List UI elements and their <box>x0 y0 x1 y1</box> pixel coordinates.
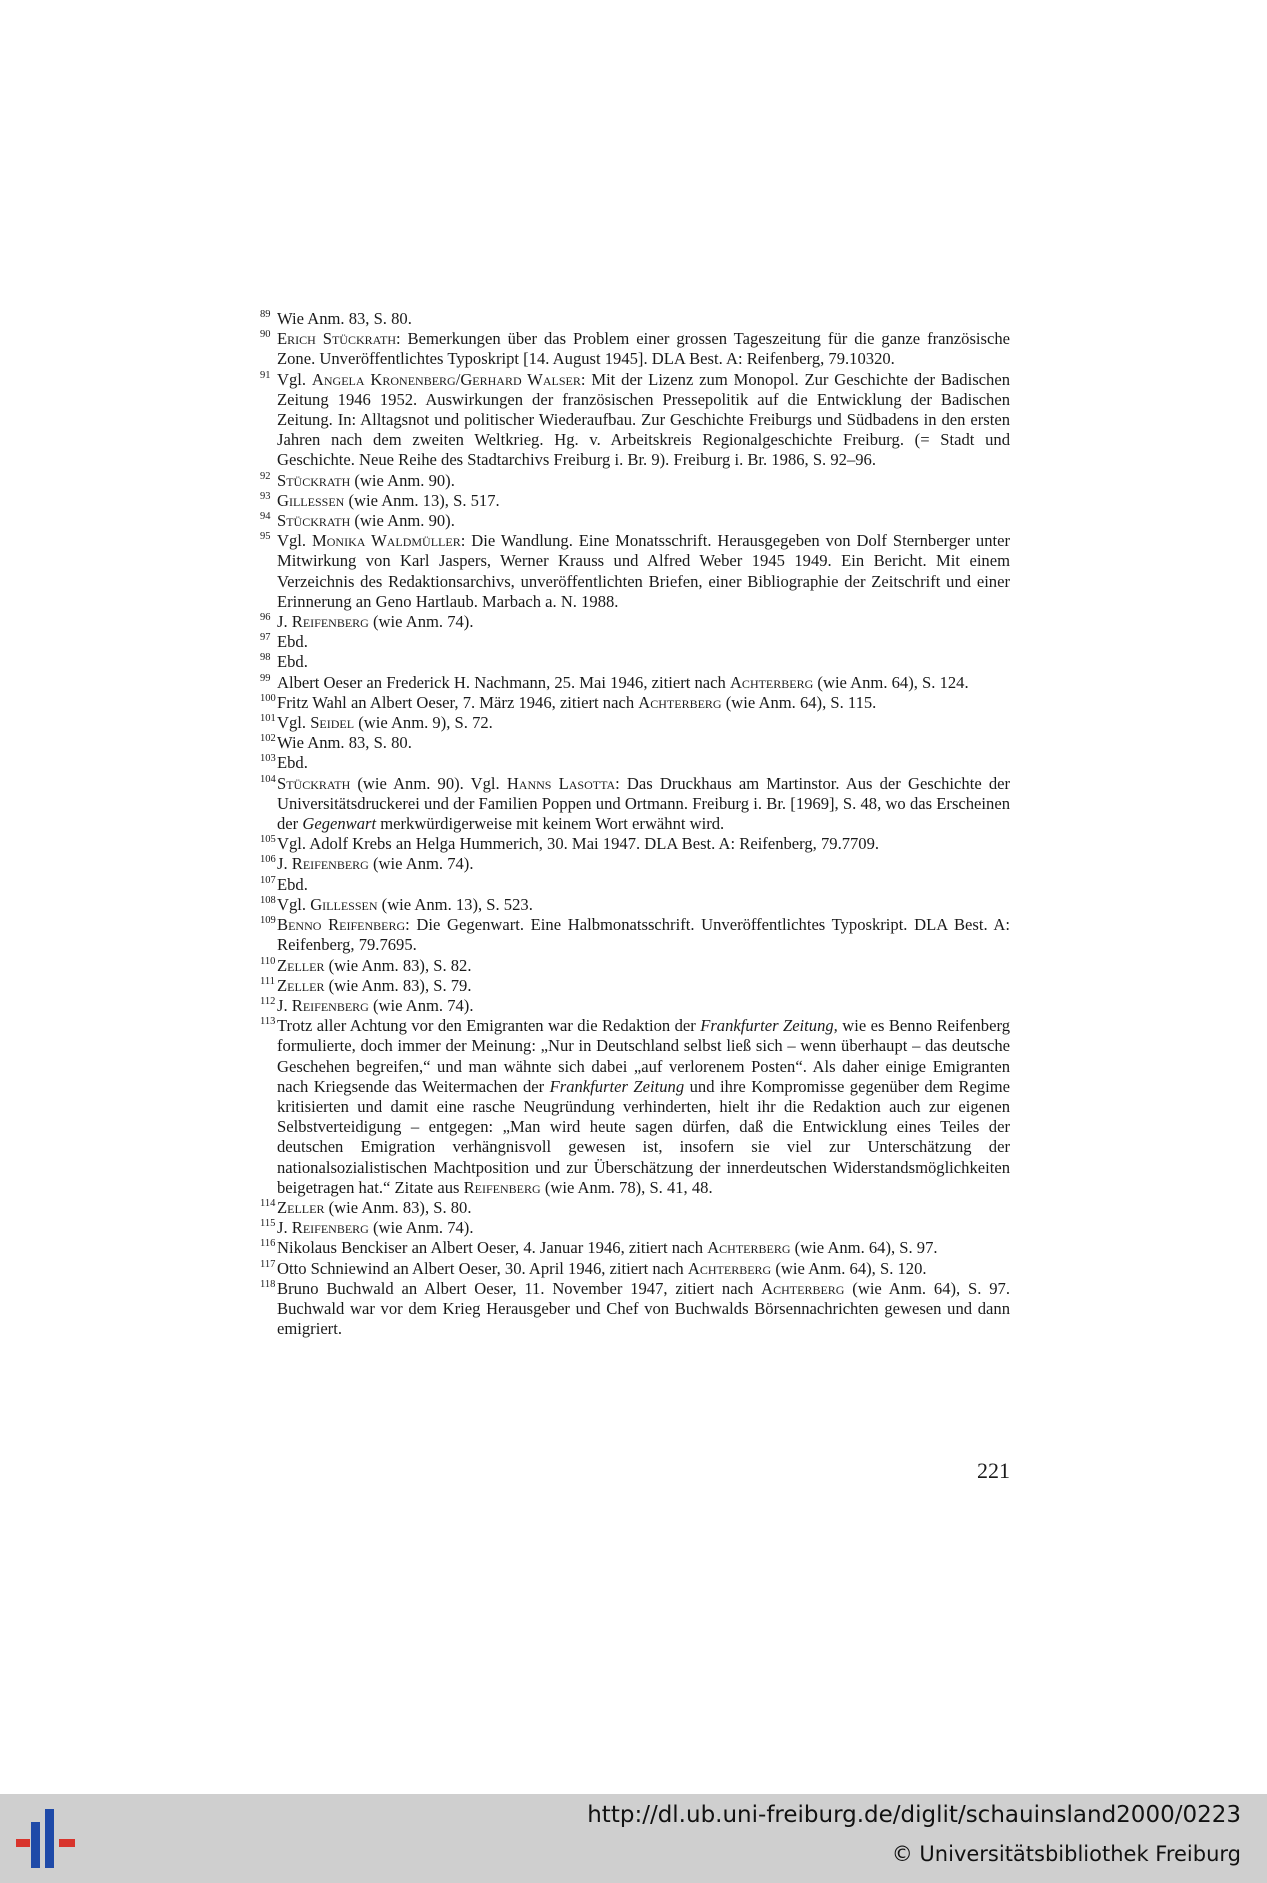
footnote-number: 106 <box>260 854 276 866</box>
footnote-text: Stückrath <box>277 470 351 490</box>
footnote-text: Albert Oeser an Frederick H. Nachmann, 25. Mai 1946, zitiert nach <box>277 672 730 692</box>
footnote-item <box>260 511 1010 531</box>
footnote-text: Bruno Buchwald an Albert Oeser, 11. November 1947, zitiert nach <box>277 1278 762 1298</box>
footnote-text: (wie Anm. 9), S. 72. <box>354 713 493 733</box>
footnote-text: J. <box>277 854 292 874</box>
footnote-item <box>260 531 1010 612</box>
footnote-text: Achterberg <box>707 1238 791 1258</box>
footnote-text: Fritz Wahl an Albert Oeser, 7. März 1946, zitiert nach <box>277 692 639 712</box>
footnote-text: (wie Anm. 64), S. 120. <box>771 1258 927 1278</box>
footnote-text: Vgl. Adolf Krebs an Helga Hummerich, 30. Mai 1947. DLA Best. A: Reifenberg, 79.7709. <box>277 834 880 854</box>
footnote-number: 114 <box>260 1197 276 1209</box>
footnote-item <box>260 1279 1010 1340</box>
footnote-text: Frankfurter Zeitung, <box>700 1016 838 1036</box>
footnote-text: Monika Waldmüller <box>312 531 461 551</box>
footnote-text: Gegenwart <box>302 814 377 834</box>
footnote-number: 99 <box>260 672 271 684</box>
footnote-text: (wie Anm. 64), S. 97. <box>790 1238 938 1258</box>
footnote-number: 111 <box>260 975 275 987</box>
footnote-item <box>260 309 1010 329</box>
footnote-item <box>260 915 1010 955</box>
footnote-text: (wie Anm. 13), S. 523. <box>377 894 533 914</box>
footnote-text: Stückrath <box>277 511 351 531</box>
footnote-number: 98 <box>260 652 271 664</box>
footnote-item <box>260 632 1010 652</box>
footnote-number: 118 <box>260 1278 276 1290</box>
footnote-number: 100 <box>260 692 276 704</box>
footnote-item <box>260 1218 1010 1238</box>
footnote-text: wie es Benno Reifenberg formulierte, doch immer der Meinung: „Nur in Deutschland selbst ließ sich – wenn überhaupt – das deutsche Geschehen begreifen,“ und man wähnte sich dabei „auf verlorenem Posten“. Als daher einige Emigranten nach Kriegsende das Weitermachen der <box>277 1016 1010 1096</box>
footnote-number: 102 <box>260 733 276 745</box>
footnote-item <box>260 612 1010 632</box>
source-url-link[interactable]: http://dl.ub.uni-freiburg.de/diglit/schauinsland2000/0223 <box>587 1802 1241 1828</box>
footnote-item <box>260 1259 1010 1279</box>
footnote-item <box>260 996 1010 1016</box>
footnote-text: Reifenberg <box>463 1177 541 1197</box>
footnote-text: Zeller <box>277 975 325 995</box>
footnote-text: Vgl. <box>277 369 312 389</box>
footnote-text: (wie Anm. 64), S. 115. <box>721 692 877 712</box>
footnote-number: 116 <box>260 1238 276 1250</box>
footnote-number: 115 <box>260 1218 276 1230</box>
footnote-number: 109 <box>260 915 276 927</box>
footnote-text: (wie Anm. 90). Vgl. <box>350 773 507 793</box>
footnote-item <box>260 491 1010 511</box>
footnote-text: (wie Anm. 64), S. 97. Buchwald war vor dem Krieg Herausgeber und Chef von Buchwalds Börsennachrichten gewesen und dann emigriert. <box>277 1278 1010 1339</box>
footnote-item <box>260 1198 1010 1218</box>
footnote-text: : Die Gegenwart. Eine Halbmonatsschrift. Unveröffentlichtes Typoskript. DLA Best. A: Reifenberg, 79.7695. <box>277 915 1010 955</box>
footnote-text: Reifenberg <box>291 1218 369 1238</box>
footnote-text: Reifenberg <box>291 854 369 874</box>
footnote-item <box>260 673 1010 693</box>
footnote-item <box>260 956 1010 976</box>
footnote-text: Achterberg <box>761 1278 845 1298</box>
footnote-text: Benno Reifenberg <box>277 915 406 935</box>
footnote-item <box>260 1238 1010 1258</box>
footnote-text: (wie Anm. 90). <box>350 511 455 531</box>
footer-bar <box>0 1794 1267 1883</box>
copyright-text: © Universitätsbibliothek Freiburg <box>891 1842 1241 1866</box>
footnote-text: (wie Anm. 74). <box>368 612 474 632</box>
footnote-text: Achterberg <box>729 672 814 692</box>
footnote-text: Zeller <box>277 1197 325 1217</box>
footnote-text: Ebd. <box>277 753 308 773</box>
footnote-number: 93 <box>260 490 271 502</box>
footnote-number: 107 <box>260 874 276 886</box>
footnote-text: (wie Anm. 83), S. 80. <box>324 1197 472 1217</box>
footnote-text: Gillessen <box>310 894 378 914</box>
footnote-text: Stückrath <box>277 773 351 793</box>
footnote-text: Vgl. <box>277 713 311 733</box>
footnote-text: Frankfurter Zeitung <box>549 1076 685 1096</box>
footnote-text: (wie Anm. 83), S. 82. <box>324 955 472 975</box>
footnote-item <box>260 1016 1010 1198</box>
footnote-number: 92 <box>260 470 271 482</box>
footnote-item <box>260 976 1010 996</box>
footnote-number: 90 <box>260 329 271 341</box>
footnote-item <box>260 733 1010 753</box>
footnote-text: Vgl. <box>277 531 312 551</box>
footnote-item <box>260 652 1010 672</box>
footnote-text: Reifenberg <box>291 612 369 632</box>
footnote-text: Otto Schniewind an Albert Oeser, 30. April 1946, zitiert nach <box>277 1258 688 1278</box>
footnote-item <box>260 875 1010 895</box>
footnote-text: J. <box>277 995 292 1015</box>
footnote-text: Erich Stückrath <box>277 329 396 349</box>
footnote-number: 104 <box>260 773 276 785</box>
footnote-text: (wie Anm. 83), S. 79. <box>324 975 472 995</box>
footnote-text: Ebd. <box>277 874 308 894</box>
footnote-item <box>260 471 1010 491</box>
footnote-text: Achterberg <box>687 1258 772 1278</box>
footnote-number: 117 <box>260 1258 276 1270</box>
ub-freiburg-logo-icon[interactable] <box>15 1806 81 1868</box>
footnote-text: : Die Wandlung. Eine Monatsschrift. Herausgegeben von Dolf Sternberger unter Mitwirkung von Karl Jaspers, Werner Krauss und Alfred Weber 1945 1949. Ein Bericht. Mit einem Verzeichnis des Redaktionsarchivs, unveröffentlichten Briefen, einer Bibliographie der Zeitschrift und einer Erinnerung an Geno Hartlaub. Marbach a. N. 1988. <box>277 531 1011 611</box>
footnote-text: : Bemerkungen über das Problem einer grossen Tageszeitung für die ganze französische Zone. Unveröffentlichtes Typoskript [14. August 1945]. DLA Best. A: Reifenberg, 79.10320. <box>277 329 1010 369</box>
footnote-text: (wie Anm. 64), S. 124. <box>813 672 969 692</box>
footnote-number: 91 <box>260 369 271 381</box>
footnote-text: Zeller <box>277 955 325 975</box>
footnote-item <box>260 774 1010 835</box>
page-number: 221 <box>977 1458 1010 1483</box>
footnote-text: : Das Druckhaus am Martinstor. Aus der Geschichte der Universitätsdruckerei und der Familien Poppen und Ortmann. Freiburg i. Br. [1969], S. 48, wo das Erscheinen der <box>277 773 1011 834</box>
footnote-text: (wie Anm. 78), S. 41, 48. <box>540 1177 713 1197</box>
footnote-text: Vgl. <box>277 894 311 914</box>
footnotes-list <box>260 309 1010 1339</box>
footnote-text: und ihre Kompromisse gegenüber dem Regime kritisierten und damit eine rasche Neugründung verhinderten, hielt ihr die Redaktion auch zur eigenen Selbstverteidigung – entgegen: „Man wird heute sagen dürfen, daß die Entwicklung eines Teiles der deutschen Emigration verhängnisvoll gewesen ist, insofern sie viel zur Unterschätzung der nationalsozialistischen Machtposition und zur Überschätzung der innerdeutschen Widerstandsmöglichkeiten beigetragen hat.“ Zitate aus <box>277 1076 1010 1197</box>
footnote-text: (wie Anm. 74). <box>368 854 474 874</box>
footnote-text: Nikolaus Benckiser an Albert Oeser, 4. Januar 1946, zitiert nach <box>277 1238 708 1258</box>
footnote-item <box>260 753 1010 773</box>
footnote-text: (wie Anm. 90). <box>350 470 455 490</box>
footnote-text: (wie Anm. 74). <box>368 995 474 1015</box>
footnote-text: Ebd. <box>277 652 308 672</box>
footnote-number: 112 <box>260 995 276 1007</box>
footnote-item <box>260 329 1010 369</box>
footnote-text: (wie Anm. 74). <box>368 1218 474 1238</box>
footnote-item <box>260 895 1010 915</box>
footnote-text: Gillessen <box>277 490 345 510</box>
footnote-text: J. <box>277 1218 292 1238</box>
footnote-text: Reifenberg <box>291 995 369 1015</box>
footnote-text: merkwürdigerweise mit keinem Wort erwähnt wird. <box>376 814 725 834</box>
footnote-number: 96 <box>260 612 271 624</box>
footnote-number: 89 <box>260 309 271 320</box>
footnote-item <box>260 834 1010 854</box>
footnote-text: Wie Anm. 83, S. 80. <box>277 309 412 328</box>
footnote-text: Wie Anm. 83, S. 80. <box>277 733 412 753</box>
footnote-item <box>260 693 1010 713</box>
footnote-text: Achterberg <box>638 692 722 712</box>
footnote-text: Trotz aller Achtung vor den Emigranten war die Redaktion der <box>277 1016 701 1036</box>
footnote-number: 108 <box>260 894 276 906</box>
footnote-text: Seidel <box>310 713 355 733</box>
footnote-number: 103 <box>260 753 276 765</box>
footnote-item <box>260 713 1010 733</box>
footnote-text: (wie Anm. 13), S. 517. <box>344 490 500 510</box>
footnote-text: J. <box>277 612 292 632</box>
footnote-number: 105 <box>260 834 276 846</box>
footnote-item <box>260 370 1010 471</box>
footnote-number: 95 <box>260 531 271 543</box>
footnote-item <box>260 854 1010 874</box>
footnote-number: 110 <box>260 955 276 967</box>
footnote-text: Ebd. <box>277 632 308 652</box>
footnote-text: Hanns Lasotta <box>506 773 616 793</box>
footnote-text: : Mit der Lizenz zum Monopol. Zur Geschichte der Badischen Zeitung 1946 1952. Auswirkungen der französischen Pressepolitik auf die Entwicklung der Badischen Zeitung. In: Alltagsnot und politischer Wiederaufbau. Zur Geschichte Freiburgs und Südbadens in den ersten Jahren nach dem zweiten Weltkrieg. Hg. v. Arbeitskreis Regionalgeschichte Freiburg. (= Stadt und Geschichte. Neue Reihe des Stadtarchivs Freiburg i. Br. 9). Freiburg i. Br. 1986, S. 92–96. <box>277 369 1010 470</box>
footnote-number: 94 <box>260 511 271 523</box>
footnote-number: 101 <box>260 713 276 725</box>
footnote-text: Angela Kronenberg/Gerhard Walser <box>311 369 581 389</box>
footnote-number: 113 <box>260 1016 276 1028</box>
footnote-number: 97 <box>260 632 271 644</box>
